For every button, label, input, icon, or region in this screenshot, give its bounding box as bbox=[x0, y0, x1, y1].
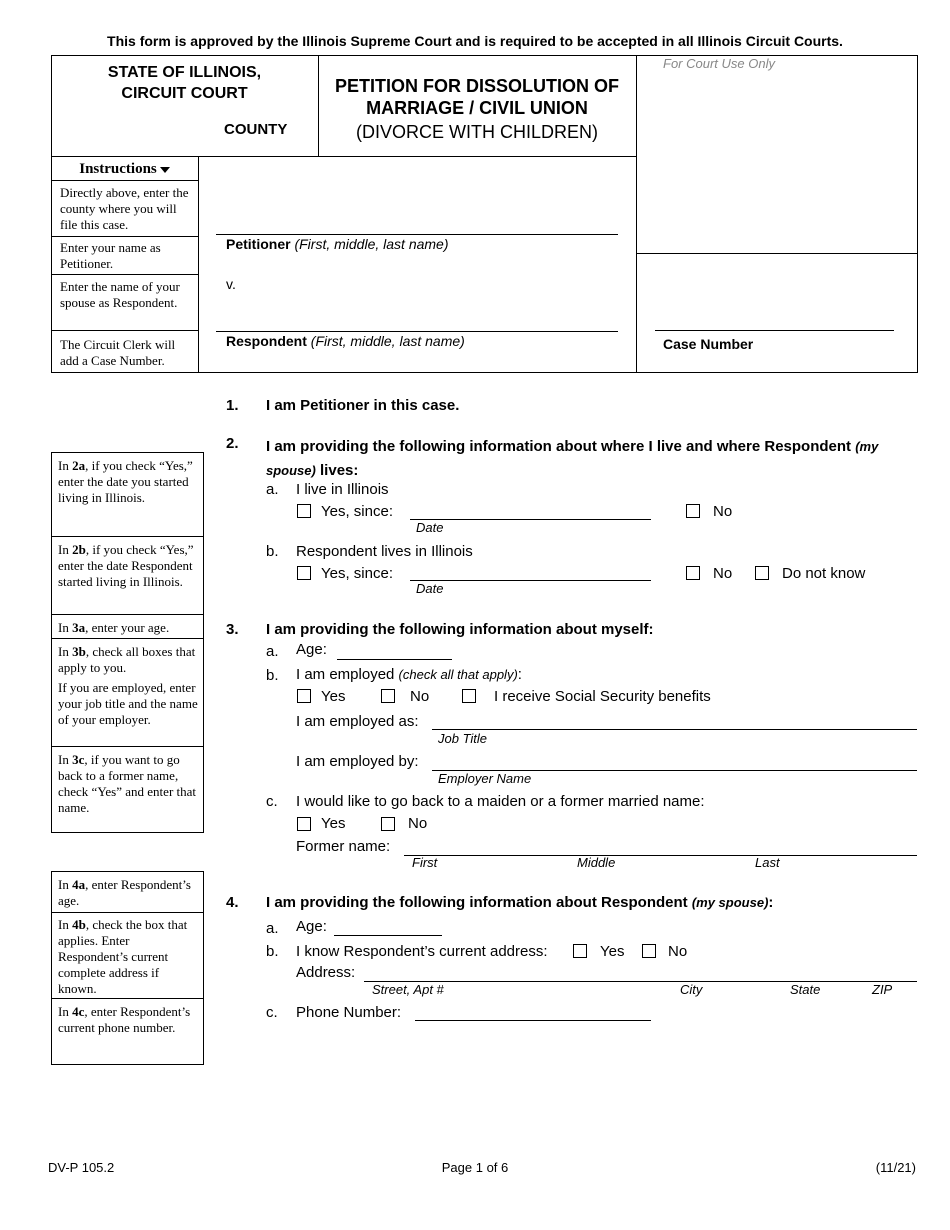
court-label: CIRCUIT COURT bbox=[121, 85, 248, 102]
job-title-line[interactable] bbox=[432, 729, 917, 730]
s3c-letter: c. bbox=[266, 793, 278, 810]
divider bbox=[51, 912, 204, 913]
respondent-hint: (First, middle, last name) bbox=[310, 333, 465, 349]
form-id: DV-P 105.2 bbox=[48, 1160, 115, 1175]
case-number-line[interactable] bbox=[655, 330, 894, 331]
s3c-yes-label: Yes bbox=[321, 815, 346, 832]
s4-number: 4. bbox=[226, 894, 239, 911]
city-label: City bbox=[680, 982, 703, 997]
instr-case: The Circuit Clerk will add a Case Number. bbox=[60, 337, 176, 368]
side-2a: In 2a, if you check “Yes,” enter the date you started living in Illinois. bbox=[58, 458, 193, 505]
divider bbox=[51, 638, 204, 639]
s3a-age-line[interactable] bbox=[337, 659, 452, 660]
respondent-label-text: Respondent bbox=[226, 333, 307, 349]
title-line-3: (DIVORCE WITH CHILDREN) bbox=[356, 122, 598, 142]
side-3a: In 3a, enter your age. bbox=[58, 620, 170, 635]
job-title-label: Job Title bbox=[438, 731, 488, 746]
s2-text: I am providing the following information about where I live and where Respondent (my spouse) lives: bbox=[266, 438, 879, 479]
side-4c: In 4c, enter Respondent’s current phone number. bbox=[58, 1004, 191, 1035]
former-name-line[interactable] bbox=[404, 855, 917, 856]
s2a-no-checkbox[interactable] bbox=[686, 504, 700, 518]
court-heading bbox=[51, 62, 318, 104]
side-3c: In 3c, if you want to go back to a former name, check “Yes” and enter that name. bbox=[58, 752, 197, 815]
divider bbox=[51, 536, 204, 537]
petitioner-label bbox=[226, 236, 449, 252]
s3c-no-label: No bbox=[408, 815, 428, 832]
divider bbox=[51, 614, 204, 615]
s2a-no-label: No bbox=[713, 503, 733, 520]
instructions-label: Instructions bbox=[79, 161, 157, 177]
s3b-ss-checkbox[interactable] bbox=[462, 689, 476, 703]
s2a-date-line[interactable] bbox=[410, 519, 651, 520]
former-name-label: Former name: bbox=[296, 838, 391, 855]
s2b-date-line[interactable] bbox=[410, 580, 651, 581]
divider bbox=[51, 180, 198, 181]
phone-line[interactable] bbox=[415, 1020, 651, 1021]
petitioner-name-line[interactable] bbox=[216, 234, 618, 235]
revision-date: (11/21) bbox=[875, 1160, 916, 1175]
s4b-no-checkbox[interactable] bbox=[642, 944, 656, 958]
former-first-label: First bbox=[412, 855, 438, 870]
divider bbox=[51, 274, 198, 275]
form-title bbox=[318, 75, 636, 145]
s4c-letter: c. bbox=[266, 1004, 278, 1021]
divider bbox=[51, 156, 636, 157]
s4b-yes-checkbox[interactable] bbox=[573, 944, 587, 958]
respondent-name-line[interactable] bbox=[216, 331, 618, 332]
address-label: Address: bbox=[296, 964, 356, 981]
court-use-label: For Court Use Only bbox=[663, 56, 775, 71]
s2a-date-label: Date bbox=[416, 520, 444, 535]
instr-respondent: Enter the name of your spouse as Respondent. bbox=[60, 279, 180, 310]
side-2b: In 2b, if you check “Yes,” enter the date Respondent started living in Illinois. bbox=[58, 542, 194, 589]
s2b-letter: b. bbox=[266, 543, 279, 560]
s4a-age-line[interactable] bbox=[334, 935, 442, 936]
case-number-label: Case Number bbox=[663, 336, 754, 352]
divider bbox=[51, 746, 204, 747]
side-4b: In 4b, check the box that applies. Enter Respondent’s current complete address if known. bbox=[58, 917, 188, 996]
s3-number: 3. bbox=[226, 621, 239, 638]
instr-county: Directly above, enter the county where you will file this case. bbox=[60, 185, 189, 232]
title-line-1: PETITION FOR DISSOLUTION OF bbox=[334, 76, 619, 96]
page-number: Page 1 of 6 bbox=[441, 1160, 509, 1175]
s4b-no-label: No bbox=[668, 943, 688, 960]
s4b-letter: b. bbox=[266, 943, 279, 960]
divider bbox=[51, 998, 204, 999]
s3b-letter: b. bbox=[266, 667, 279, 684]
s3b-yes-checkbox[interactable] bbox=[297, 689, 311, 703]
phone-label: Phone Number: bbox=[296, 1004, 402, 1021]
divider bbox=[198, 156, 199, 373]
s4-text: I am providing the following information about Respondent (my spouse): bbox=[266, 894, 774, 911]
s1-number: 1. bbox=[226, 397, 239, 414]
s2a-text: I live in Illinois bbox=[296, 481, 389, 498]
former-middle-label: Middle bbox=[577, 855, 616, 870]
s3b-ss-label: I receive Social Security benefits bbox=[494, 688, 711, 705]
employer-name-label: Employer Name bbox=[438, 771, 532, 786]
versus-label: v. bbox=[226, 276, 236, 292]
s2b-no-checkbox[interactable] bbox=[686, 566, 700, 580]
s1-text: I am Petitioner in this case. bbox=[266, 397, 460, 414]
respondent-label bbox=[226, 333, 465, 349]
side-3b-extra: If you are employed, enter your job title and the name of your employer. bbox=[58, 680, 198, 727]
petitioner-label-text: Petitioner bbox=[226, 236, 291, 252]
s3b-no-label: No bbox=[410, 688, 430, 705]
petitioner-hint: (First, middle, last name) bbox=[294, 236, 449, 252]
s3a-letter: a. bbox=[266, 643, 279, 660]
s4b-yes-label: Yes bbox=[600, 943, 625, 960]
s3b-yes-label: Yes bbox=[321, 688, 346, 705]
divider bbox=[51, 330, 198, 331]
title-line-2: MARRIAGE / CIVIL UNION bbox=[366, 98, 588, 118]
divider bbox=[51, 236, 198, 237]
s3-text: I am providing the following information about myself: bbox=[266, 621, 654, 638]
street-label: Street, Apt # bbox=[372, 982, 444, 997]
s2b-no-label: No bbox=[713, 565, 733, 582]
state-label: State bbox=[790, 982, 821, 997]
employed-by-label: I am employed by: bbox=[296, 753, 419, 770]
employed-as-label: I am employed as: bbox=[296, 713, 419, 730]
s3c-no-checkbox[interactable] bbox=[381, 817, 395, 831]
top-notice: This form is approved by the Illinois Supreme Court and is required to be accepted in all Illinois Circuit Courts. bbox=[107, 33, 843, 49]
s4a-age-label: Age: bbox=[296, 918, 327, 935]
triangle-down-icon bbox=[160, 167, 170, 173]
instructions-heading bbox=[51, 161, 198, 178]
instr-petitioner: Enter your name as Petitioner. bbox=[60, 240, 161, 271]
address-line[interactable] bbox=[364, 981, 917, 982]
s3b-text: I am employed (check all that apply): bbox=[296, 666, 522, 683]
former-last-label: Last bbox=[755, 855, 780, 870]
side-4a: In 4a, enter Respondent’s age. bbox=[58, 877, 191, 908]
s2b-yes-checkbox[interactable] bbox=[297, 566, 311, 580]
s2b-text: Respondent lives in Illinois bbox=[296, 543, 473, 560]
county-label: COUNTY bbox=[224, 121, 288, 138]
s3c-text: I would like to go back to a maiden or a former married name: bbox=[296, 793, 705, 810]
state-label: STATE OF ILLINOIS, bbox=[107, 64, 262, 81]
s2b-yes-label: Yes, since: bbox=[321, 565, 393, 582]
zip-label: ZIP bbox=[872, 982, 893, 997]
s2a-yes-checkbox[interactable] bbox=[297, 504, 311, 518]
s3c-yes-checkbox[interactable] bbox=[297, 817, 311, 831]
s2b-date-label: Date bbox=[416, 581, 444, 596]
s2b-dontknow-checkbox[interactable] bbox=[755, 566, 769, 580]
s3a-age-label: Age: bbox=[296, 641, 327, 658]
divider bbox=[636, 55, 637, 373]
s2a-letter: a. bbox=[266, 481, 279, 498]
s2b-dontknow-label: Do not know bbox=[782, 565, 866, 582]
s3b-no-checkbox[interactable] bbox=[381, 689, 395, 703]
s2-number: 2. bbox=[226, 435, 239, 452]
s4b-text: I know Respondent’s current address: bbox=[296, 943, 548, 960]
s2a-yes-label: Yes, since: bbox=[321, 503, 393, 520]
side-3b: In 3b, check all boxes that apply to you. If you are employed, enter your job title and the name of your employer. bbox=[58, 644, 200, 728]
s4a-letter: a. bbox=[266, 920, 279, 937]
divider bbox=[636, 253, 918, 254]
